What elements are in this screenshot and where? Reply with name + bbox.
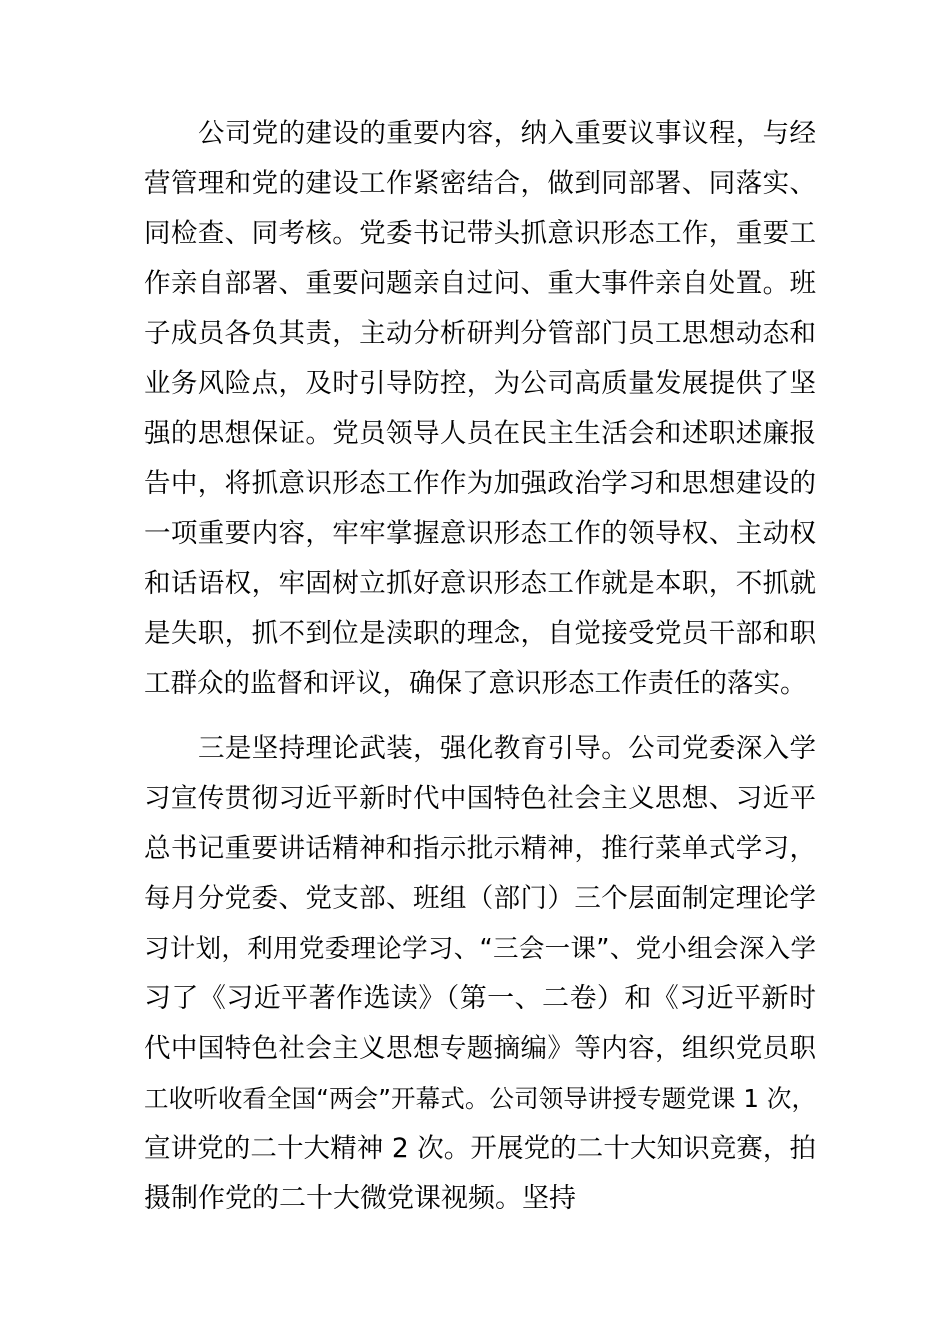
paragraph-line: 总书记重要讲话精神和指示批示精神，推行菜单式学习， bbox=[144, 833, 816, 864]
paragraph-line: 和话语权，牢固树立抓好意识形态工作就是本职，不抓就 bbox=[144, 568, 816, 599]
paragraph-line: 工群众的监督和评议，确保了意识形态工作责任的落实。 bbox=[144, 668, 807, 699]
paragraph-line: 公司党的建设的重要内容，纳入重要议事议程，与经 bbox=[198, 118, 816, 149]
paragraph-line: 子成员各负其责，主动分析研判分管部门员工思想动态和 bbox=[144, 318, 816, 349]
paragraph-line: 每月分党委、党支部、班组（部门）三个层面制定理论学 bbox=[144, 883, 816, 914]
paragraph-line: 习了《习近平著作选读》（第一、二卷）和《习近平新时 bbox=[144, 983, 816, 1014]
paragraph-line: 同检查、同考核。党委书记带头抓意识形态工作，重要工 bbox=[144, 218, 816, 249]
paragraph-line: 代中国特色社会主义思想专题摘编》等内容，组织党员职 bbox=[144, 1033, 816, 1064]
paragraph-line: 营管理和党的建设工作紧密结合，做到同部署、同落实、 bbox=[144, 168, 816, 199]
paragraph-line: 三是坚持理论武装，强化教育引导。公司党委深入学 bbox=[198, 733, 816, 764]
paragraph-line: 强的思想保证。党员领导人员在民主生活会和述职述廉报 bbox=[144, 418, 816, 449]
paragraph-line: 宣讲党的二十大精神 2 次。开展党的二十大知识竞赛，拍 bbox=[144, 1133, 816, 1164]
paragraph-line: 工收听收看全国“两会”开幕式。公司领导讲授专题党课 1 次， bbox=[144, 1084, 816, 1113]
paragraph-line: 摄制作党的二十大微党课视频。坚持 bbox=[144, 1183, 576, 1214]
paragraph-line: 告中，将抓意识形态工作作为加强政治学习和思想建设的 bbox=[144, 468, 816, 499]
paragraph-line: 作亲自部署、重要问题亲自过问、重大事件亲自处置。班 bbox=[144, 268, 816, 299]
paragraph-line: 业务风险点，及时引导防控，为公司高质量发展提供了坚 bbox=[144, 368, 816, 399]
paragraph-line: 习计划，利用党委理论学习、“三会一课”、党小组会深入学 bbox=[144, 934, 816, 964]
paragraph-line: 习宣传贯彻习近平新时代中国特色社会主义思想、习近平 bbox=[144, 783, 816, 814]
paragraph-line: 一项重要内容，牢牢掌握意识形态工作的领导权、主动权 bbox=[144, 518, 816, 549]
paragraph-line: 是失职，抓不到位是渎职的理念，自觉接受党员干部和职 bbox=[144, 618, 816, 649]
